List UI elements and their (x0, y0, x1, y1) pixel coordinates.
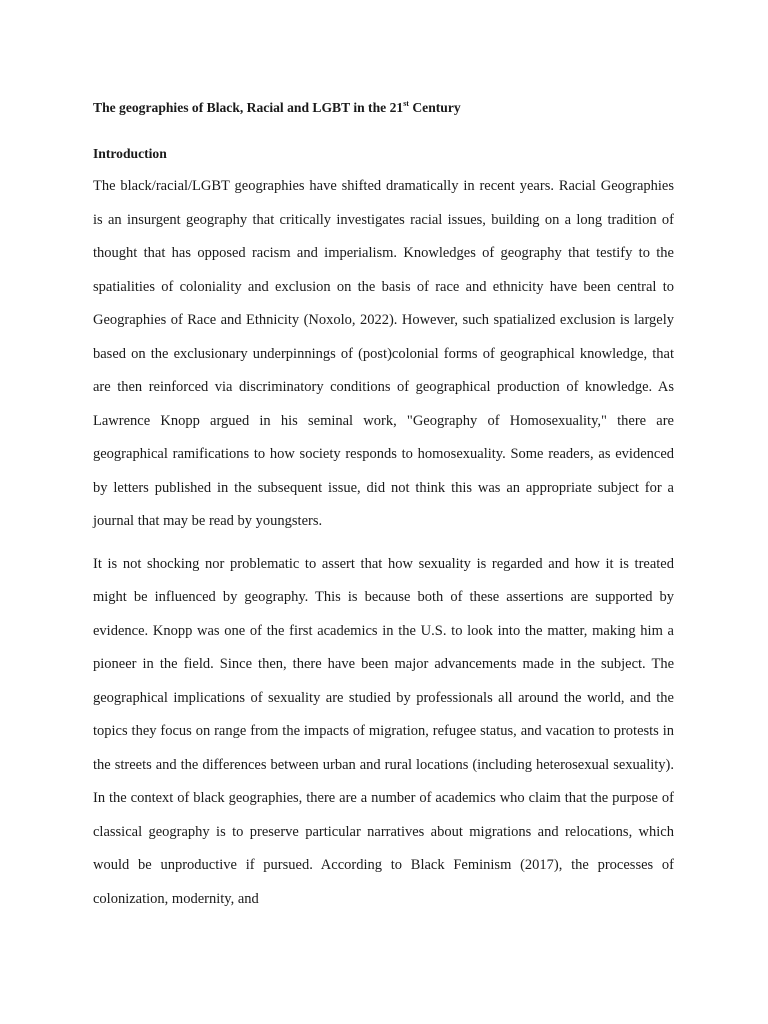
section-heading: Introduction (93, 146, 167, 161)
paragraph-2: It is not shocking nor problematic to assert that how sexuality is regarded and how it is treated might be influenced by geography. This is because both of these assertions are supported by evidence. Knopp was one of the first academics in the U.S. to look into the matter, making him a pioneer in the field. Since then, there have been major advancements made in the subject. The geographical implications of sexuality are studied by professionals all around the world, and the topics they focus on range from the impacts of migration, refugee status, and vacation to protests in the streets and the differences between urban and rural locations (including heterosexual sexuality). In the context of black geographies, there are a number of academics who claim that the purpose of classical geography is to preserve particular narratives about migrations and relocations, which would be unproductive if pursued. According to Black Feminism (2017), the processes of colonization, modernity, and (93, 555, 674, 907)
document-body (93, 98, 674, 916)
title-main: The geographies of Black, Racial and LGBT in the 21 (93, 100, 404, 115)
title-superscript: st (403, 99, 409, 108)
paragraph-1: The black/racial/LGBT geographies have shifted dramatically in recent years. Racial Geographies is an insurgent geography that critically investigates racial issues, building on a long tradition of thought that has opposed racism and imperialism. Knowledges of geography that testify to the spatialities of coloniality and exclusion on the basis of race and ethnicity have been central to Geographies of Race and Ethnicity (Noxolo, 2022). However, such spatialized exclusion is largely based on the exclusionary underpinnings of (post)colonial forms of geographical knowledge, that are then reinforced via discriminatory conditions of geographical production of knowledge. As Lawrence Knopp argued in his seminal work, "Geography of Homosexuality," there are geographical ramifications to how society responds to homosexuality. Some readers, as evidenced by letters published in the subsequent issue, did not think this was an appropriate subject for a journal that may be read by youngsters. (93, 178, 674, 529)
title-end: Century (408, 100, 461, 115)
document-title (93, 98, 674, 118)
